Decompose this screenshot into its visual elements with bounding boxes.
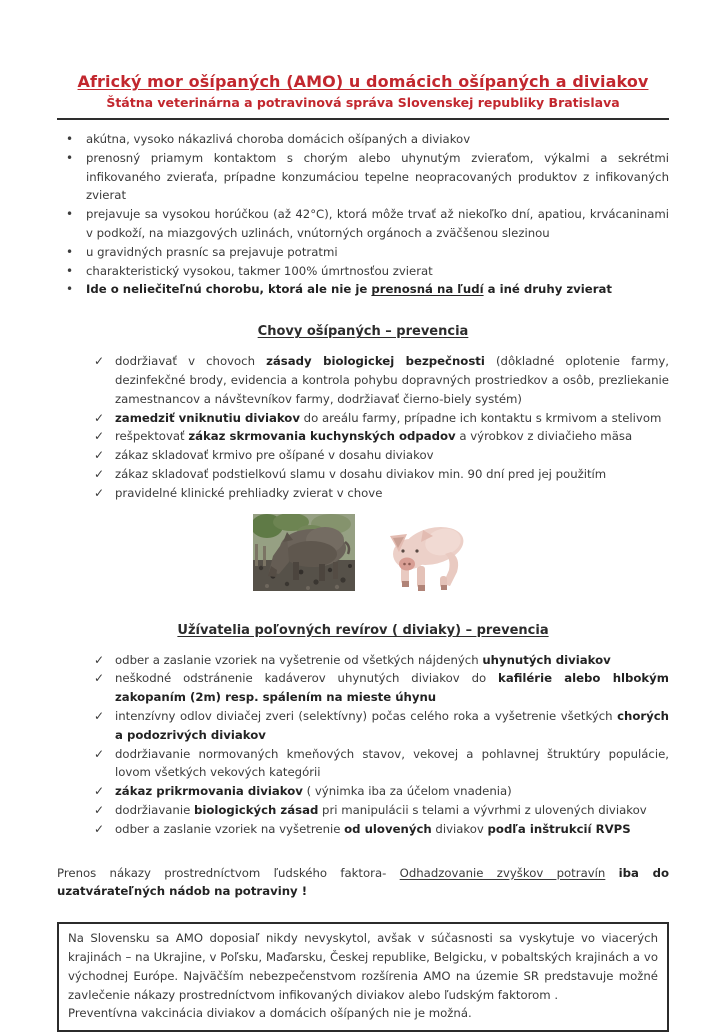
list-item-text	[86, 280, 669, 299]
text-run: Prenos nákazy prostredníctvom ľudského faktora-	[57, 865, 400, 880]
text-run: iba do uzatvárateľných nádob na potraviny !	[57, 865, 669, 899]
bullet-marker: •	[66, 150, 74, 165]
text-run: ( výnimka iba za účelom vnadenia)	[302, 784, 512, 799]
list-item-text	[115, 707, 669, 745]
check-marker: ✓	[94, 354, 105, 369]
list-item-text	[115, 352, 669, 408]
text-run: zákaz prikrmovania diviakov	[115, 784, 303, 799]
pig-farm-prevention-item	[94, 352, 669, 408]
text-run: Preventívna vakcinácia diviakov a domácich ošípaných nie je možná.	[68, 1006, 472, 1021]
pig-farm-prevention-item	[94, 409, 669, 428]
intro-bullet-list	[57, 130, 669, 299]
text-run: Na Slovensku sa AMO doposiaľ nikdy nevyskytol, avšak v súčasnosti sa vyskytuje vo viacerých krajinách – na Ukrajine, v Poľsku, Maďarsku, Českej republike, Belgicku, v pobaltských krajinách a vo východnej Európe. Najväčším nebezpečenstvom rozšírenia AMO na územie SR predstavuje možné zavlečenie nákazy prostredníctvom infikovaných diviakov alebo ľudským faktorom .	[68, 931, 658, 1002]
text-run: prenosný priamym kontaktom s chorým alebo uhynutým zvieraťom, výkalmi a sekrétmi infikovaného zvieraťa, prípadne konzumáciou tepelne neopracovaných produktov z infikovaných zvierat	[86, 150, 669, 203]
text-run: prejavuje sa vysokou horúčkou (až 42°C), ktorá môže trvať až niekoľko dní, apatiou, krvácaninami v podkoží, na miazgových uzlinách, vnútorných orgánoch a zväčšenou slezinou	[86, 207, 669, 240]
list-item-text	[86, 149, 669, 205]
list-item-text	[115, 427, 669, 446]
text-run: charakteristický vysokou, takmer 100% úmrtnosťou zvierat	[86, 263, 433, 278]
intro-bullet-item	[66, 149, 669, 205]
list-item-text	[115, 484, 669, 503]
check-marker: ✓	[94, 448, 105, 463]
list-item-text	[115, 446, 669, 465]
hunting-prevention-item	[94, 801, 669, 820]
list-item-text	[115, 465, 669, 484]
text-run: rešpektovať	[115, 429, 189, 444]
pig-farm-prevention-item	[94, 465, 669, 484]
piglet-photo	[377, 514, 474, 598]
text-run: zamedziť vniknutiu diviakov	[115, 410, 300, 425]
list-item-text	[115, 801, 669, 820]
list-item-text	[86, 205, 669, 243]
intro-bullet-item	[66, 205, 669, 243]
text-run: uhynutých diviakov	[482, 652, 611, 667]
pig-farm-prevention-item	[94, 446, 669, 465]
text-run: biologických zásad	[193, 802, 319, 817]
text-run: dodržiavanie	[115, 802, 194, 817]
check-marker: ✓	[94, 485, 105, 500]
list-item-text	[115, 782, 669, 801]
check-marker: ✓	[94, 410, 105, 425]
text-run: Odhadzovanie zvyškov potravín	[399, 865, 606, 880]
check-marker: ✓	[94, 708, 105, 723]
text-run: do areálu farmy, prípadne ich kontaktu s krmivom a stelivom	[299, 410, 662, 425]
list-item-text	[86, 130, 669, 149]
hunting-prevention-list	[57, 651, 669, 839]
text-run: kafilérie alebo hlbokým zakopaním (2m) resp. spálením na mieste úhynu	[115, 671, 669, 705]
text-run: neškodné odstránenie kadáverov uhynutých diviakov do	[115, 671, 499, 686]
info-box-paragraph	[68, 929, 658, 1004]
info-box-paragraph	[68, 1004, 658, 1023]
list-item-text	[115, 651, 669, 670]
text-run: odber a zaslanie vzoriek na vyšetrenie	[115, 821, 345, 836]
text-run: dodržiavanie normovaných kmeňových stavov, vekovej a pohlavnej štruktúry populácie, lovom všetkých vekových kategórii	[115, 746, 669, 780]
text-run: intenzívny odlov diviačej zveri (selektívny) počas celého roka a vyšetrenie všetkých	[115, 708, 618, 723]
text-run: chorých a podozrivých diviakov	[115, 708, 669, 742]
section-heading-hunting-grounds: Užívatelia poľovných revírov ( diviaky) – prevencia	[177, 622, 549, 638]
hunting-prevention-item	[94, 669, 669, 707]
text-run: a iné druhy zvierat	[483, 282, 612, 297]
text-run: a výrobkov z diviačieho mäsa	[455, 429, 633, 444]
list-item-text	[86, 243, 669, 262]
check-marker: ✓	[94, 821, 105, 836]
section-heading-pig-farms: Chovy ošípaných – prevencia	[257, 324, 469, 340]
text-run: dodržiavať v chovoch	[115, 354, 267, 369]
text-run: pri manipulácii s telami a vývrhmi z ulovených diviakov	[318, 802, 647, 817]
intro-bullet-item	[66, 243, 669, 262]
hunting-prevention-item	[94, 745, 669, 783]
text-run: u gravidných prasníc sa prejavuje potratmi	[86, 244, 338, 259]
page-subtitle: Štátna veterinárna a potravinová správa Slovenskej republiky Bratislava	[106, 95, 620, 110]
text-run: odber a zaslanie vzoriek na vyšetrenie od všetkých nájdených	[115, 652, 483, 667]
check-marker: ✓	[94, 802, 105, 817]
text-run: (dôkladné oplotenie farmy, dezinfekčné brody, evidencia a kontrola pohybu dopravných prostriedkov a osôb, prezliekanie zamestnancov a návštevníkov farmy, dodržiavať čierno-biely systém)	[115, 354, 669, 406]
text-run	[605, 866, 618, 880]
bullet-marker: •	[66, 207, 74, 222]
bullet-marker: •	[66, 263, 74, 278]
hunting-prevention-item	[94, 782, 669, 801]
intro-bullet-item	[66, 280, 669, 299]
bullet-marker: •	[66, 244, 74, 259]
hunting-prevention-item	[94, 651, 669, 670]
check-marker: ✓	[94, 652, 105, 667]
text-run: diviakov	[431, 821, 488, 836]
pig-farm-prevention-item	[94, 427, 669, 446]
intro-bullet-item	[66, 262, 669, 281]
text-run: Ide o neliečiteľnú chorobu, ktorá ale nie je	[86, 282, 372, 297]
list-item-text	[115, 820, 669, 839]
text-run: zákaz skladovať krmivo pre ošípané v dosahu diviakov	[115, 448, 434, 463]
check-marker: ✓	[94, 429, 105, 444]
human-factor-note	[57, 864, 669, 902]
page-title: Africký mor ošípaných (AMO) u domácich ošípaných a diviakov	[77, 72, 649, 91]
text-run: od ulovených	[344, 821, 432, 836]
check-marker: ✓	[94, 466, 105, 481]
text-run: akútna, vysoko nákazlivá choroba domácich ošípaných a diviakov	[86, 132, 471, 146]
bullet-marker: •	[66, 132, 74, 146]
hunting-prevention-item	[94, 707, 669, 745]
header-divider	[57, 118, 669, 120]
hunting-prevention-item	[94, 820, 669, 839]
check-marker: ✓	[94, 784, 105, 799]
pig-photos	[57, 514, 669, 598]
text-run: pravidelné klinické prehliadky zvierat v chove	[115, 485, 383, 500]
text-run: zásady biologickej bezpečnosti	[266, 354, 485, 369]
text-run: podľa inštrukcií RVPS	[487, 821, 631, 836]
pig-farm-prevention-list	[57, 352, 669, 502]
wild-boar-photo	[253, 514, 355, 591]
info-box	[57, 922, 669, 1032]
pig-farm-prevention-item	[94, 484, 669, 503]
bullet-marker: •	[66, 282, 74, 297]
list-item-text	[115, 669, 669, 707]
list-item-text	[86, 262, 669, 281]
text-run: zákaz skrmovania kuchynských odpadov	[188, 429, 456, 444]
list-item-text	[115, 409, 669, 428]
check-marker: ✓	[94, 671, 105, 686]
intro-bullet-item	[66, 130, 669, 149]
text-run: prenosná na ľudí	[371, 282, 484, 297]
text-run: zákaz skladovať podstielkovú slamu v dosahu diviakov min. 90 dní pred jej použitím	[115, 466, 607, 481]
list-item-text	[115, 745, 669, 783]
check-marker: ✓	[94, 746, 105, 761]
